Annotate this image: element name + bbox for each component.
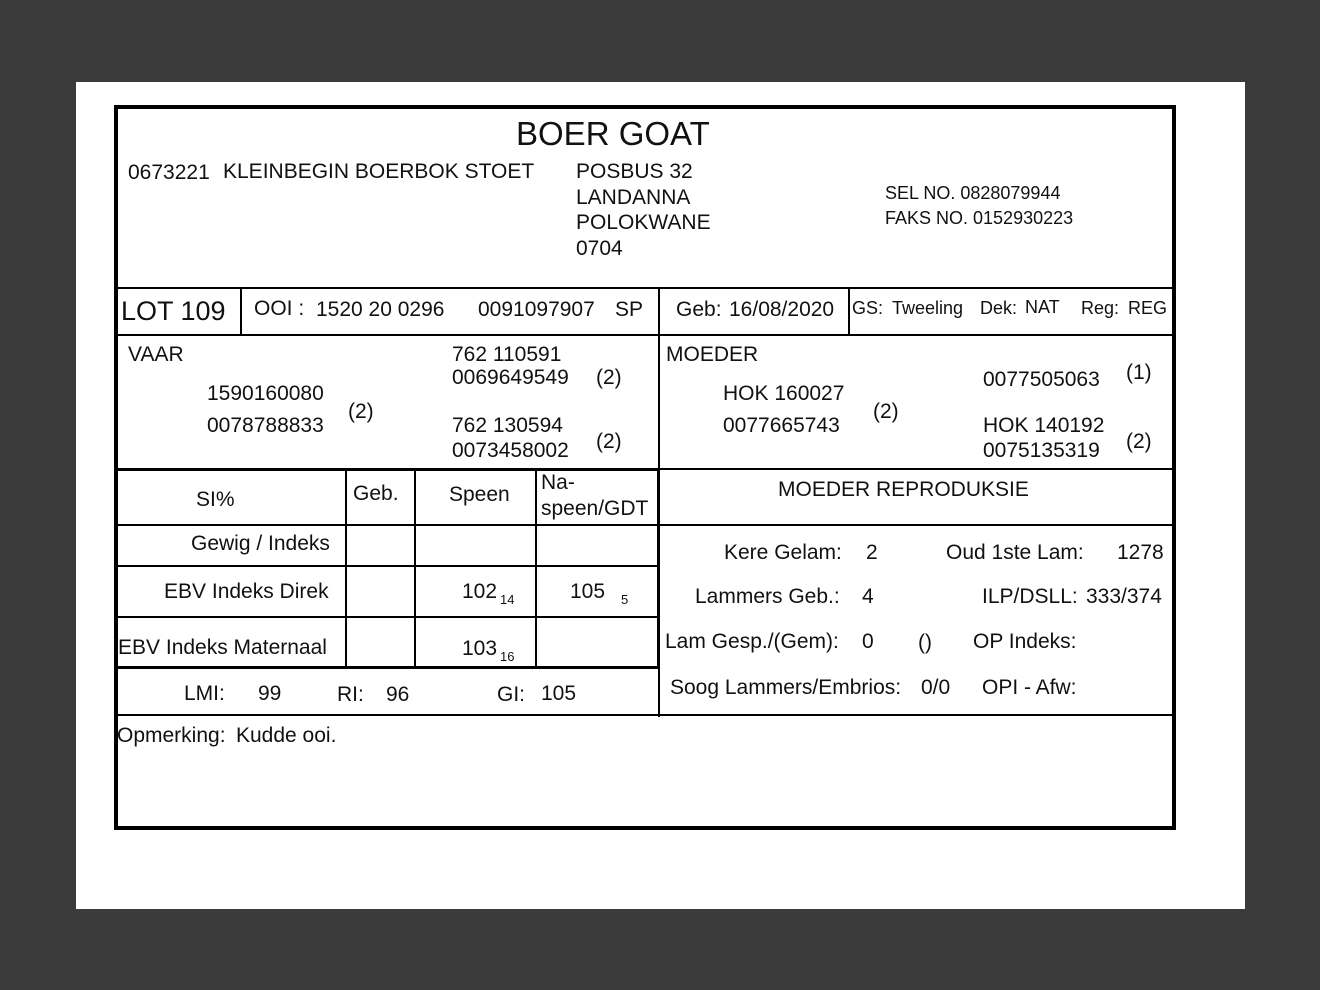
oud-value: 1278 <box>1117 541 1164 564</box>
gesp-value: 0 <box>862 630 874 653</box>
sire-sire-a: 762 110591 <box>452 343 562 366</box>
row3-speen-value: 103 <box>462 637 498 660</box>
row2-naspeen <box>570 580 629 607</box>
remark-value: Kudde ooi. <box>236 724 337 747</box>
sire-id-2: 0078788833 <box>207 414 324 437</box>
lammers-label: Lammers Geb.: <box>695 585 840 608</box>
dam-id: HOK 160027 <box>723 382 845 405</box>
sire-dam-count: (2) <box>596 430 622 453</box>
divider-col-thick <box>657 470 660 668</box>
divider-index-row3 <box>116 666 660 669</box>
gi-label: GI: <box>497 683 526 706</box>
dam-dam-a: HOK 140192 <box>983 414 1105 437</box>
divider-lot-row <box>116 334 1174 336</box>
vaar-label: VAAR <box>128 343 184 366</box>
gs-value: Tweeling <box>892 298 964 318</box>
ri-label: RI: <box>337 683 364 706</box>
ilp-label: ILP/DSLL: <box>982 585 1078 608</box>
kere-value: 2 <box>866 541 878 564</box>
row2-speen-value: 102 <box>462 580 498 603</box>
sire-sire-b: 0069649549 <box>452 366 569 389</box>
sire-dam-b: 0073458002 <box>452 439 569 462</box>
page-title: BOER GOAT <box>516 115 710 152</box>
row2-speen-sub: 14 <box>500 592 515 607</box>
header-naspeen-1: Na- <box>541 471 575 494</box>
geb-label: Geb: <box>676 298 722 321</box>
opi-label: OPI - Afw: <box>982 676 1077 699</box>
lmi-label: LMI: <box>184 682 225 705</box>
gesp-paren: () <box>918 631 932 654</box>
geb-date: 16/08/2020 <box>729 298 835 321</box>
divider-pedigree <box>116 468 660 471</box>
address-line-1: POSBUS 32 <box>576 160 693 183</box>
moeder-label: MOEDER <box>666 343 759 366</box>
oud-label: Oud 1ste Lam: <box>946 541 1084 564</box>
row3-speen-sub: 16 <box>500 649 515 664</box>
dam-dam-b: 0075135319 <box>983 439 1100 462</box>
row3-label: EBV Indeks Maternaal <box>118 636 327 659</box>
fax-number: FAKS NO. 0152930223 <box>885 208 1074 228</box>
dek-value: NAT <box>1025 297 1060 317</box>
dam-dam-count: (2) <box>1126 430 1152 453</box>
op-label: OP Indeks: <box>973 630 1077 653</box>
sire-dam-a: 762 130594 <box>452 414 563 437</box>
reg-value: REG <box>1128 298 1168 318</box>
header-speen: Speen <box>449 483 510 506</box>
reg-label: Reg: <box>1081 298 1120 318</box>
lot-number: LOT 109 <box>121 296 226 326</box>
kere-label: Kere Gelam: <box>724 541 842 564</box>
sire-id: 1590160080 <box>207 382 324 405</box>
dam-id-2: 0077665743 <box>723 414 840 437</box>
row2-speen <box>462 580 515 607</box>
row3-speen <box>462 637 515 664</box>
dam-count: (2) <box>873 400 899 423</box>
sire-count: (2) <box>348 400 374 423</box>
animal-id-suffix: SP <box>615 298 644 321</box>
divider-col-geb <box>414 470 416 668</box>
divider-pedigree-right <box>658 468 1174 470</box>
divider-index-row1 <box>116 565 660 567</box>
dam-sire-count: (1) <box>1126 361 1152 384</box>
divider-col-si <box>345 470 347 668</box>
breeder-code: 0673221 <box>128 161 210 184</box>
address-line-2: LANDANNA <box>576 186 691 209</box>
lammers-value: 4 <box>862 585 874 608</box>
divider-col-speen <box>535 470 537 668</box>
breeder-name: KLEINBEGIN BOERBOK STOET <box>223 160 535 183</box>
dek-label: Dek: <box>980 298 1018 318</box>
soog-label: Soog Lammers/Embrios: <box>670 676 902 699</box>
header-si: SI% <box>196 488 235 511</box>
gi-value: 105 <box>541 682 577 705</box>
ri-value: 96 <box>386 683 410 706</box>
ilp-value: 333/374 <box>1086 585 1162 608</box>
divider-lot <box>240 287 242 335</box>
row2-naspeen-sub: 5 <box>621 592 629 607</box>
row1-label: Gewig / Indeks <box>191 532 330 555</box>
address-line-3: POLOKWANE <box>576 211 711 234</box>
gs-label: GS: <box>852 298 884 318</box>
header-geb: Geb. <box>353 482 399 505</box>
row2-naspeen-value: 105 <box>570 580 606 603</box>
ooi-label: OOI : <box>254 297 305 320</box>
remark-label: Opmerking: <box>117 724 226 747</box>
divider-remark <box>116 714 1174 716</box>
lmi-value: 99 <box>258 682 282 705</box>
row2-label: EBV Indeks Direk <box>164 580 329 603</box>
divider-gs <box>848 287 850 335</box>
divider-header <box>116 287 1174 289</box>
divider-index-row2 <box>116 616 660 618</box>
ooi-number: 1520 20 0296 <box>316 298 445 321</box>
gesp-label: Lam Gesp./(Gem): <box>665 630 839 653</box>
sire-sire-count: (2) <box>596 366 622 389</box>
animal-id: 0091097907 <box>478 298 595 321</box>
reproduction-title: MOEDER REPRODUKSIE <box>778 478 1029 501</box>
dam-sire-b: 0077505063 <box>983 368 1100 391</box>
address-line-4: 0704 <box>576 237 623 260</box>
soog-value: 0/0 <box>921 676 951 699</box>
header-naspeen-2: speen/GDT <box>541 497 649 520</box>
phone-number: SEL NO. 0828079944 <box>885 183 1061 203</box>
divider-index-header <box>116 524 1174 526</box>
